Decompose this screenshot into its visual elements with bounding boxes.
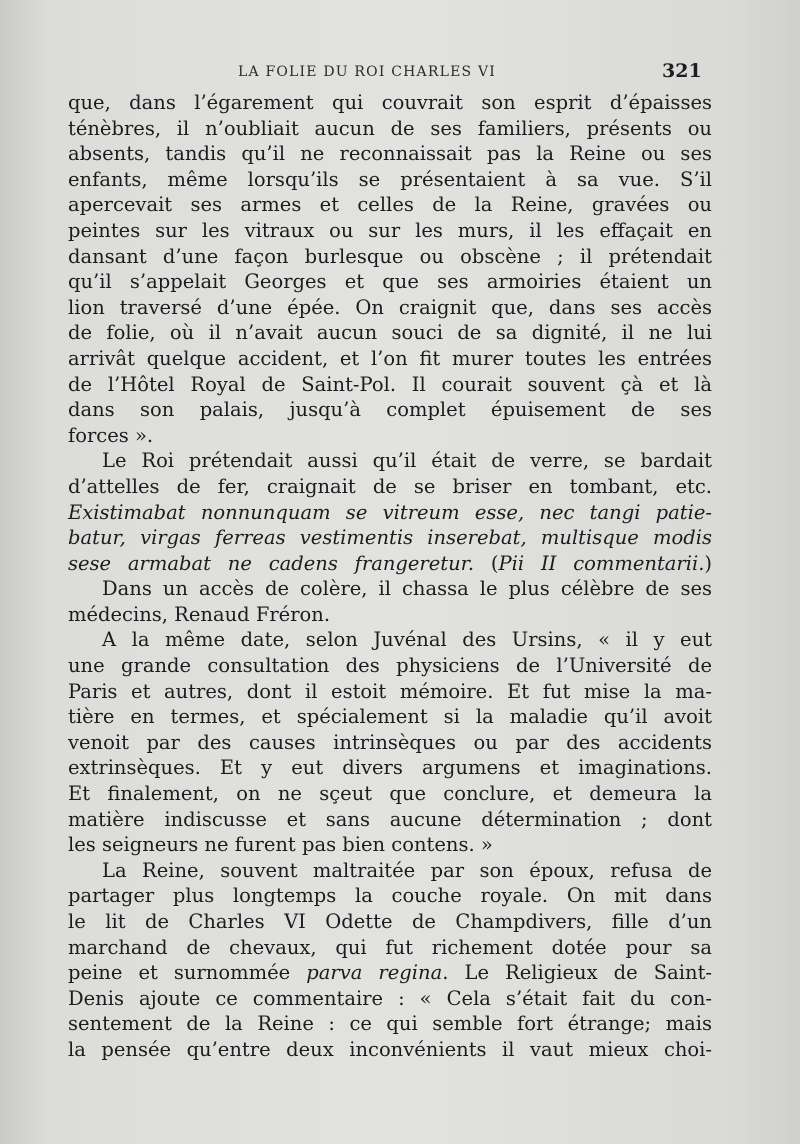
paragraph-4 xyxy=(68,627,712,857)
running-header xyxy=(0,60,800,86)
paren-open: ( xyxy=(474,551,499,575)
latin-source: Pii II commentarii. xyxy=(498,551,705,575)
paragraph-1 xyxy=(68,90,712,448)
text-line: peintes sur les vitraux ou sur les murs, il les effaçait en xyxy=(68,218,712,242)
latin-quote-line xyxy=(68,525,712,551)
latin-quote-line xyxy=(68,500,712,526)
text-segment: . Le Religieux de Saint- xyxy=(442,961,712,985)
text-line: le lit de Charles VI Odette de Champdivers, fille d’un xyxy=(68,910,712,933)
latin-text: Existimabat nonnunquam se vitreum esse, nec tangi patie- xyxy=(68,500,712,524)
text-line: partager plus longtemps la couche royale. On mit dans xyxy=(68,884,712,908)
text-line-mixed xyxy=(68,960,712,986)
text-line: venoit par des causes intrinsèques ou par des accidents xyxy=(68,730,712,754)
text-line: ténèbres, il n’oubliait aucun de ses familiers, présents ou xyxy=(68,116,712,140)
italic-term: parva regina xyxy=(306,961,443,985)
text-line: de l’Hôtel Royal de Saint-Pol. Il courait souvent çà et là xyxy=(68,372,712,396)
text-line: matière indiscusse et sans aucune détermination ; dont xyxy=(68,807,712,831)
running-title: LA FOLIE DU ROI CHARLES VI xyxy=(238,64,496,80)
text-line: absents, tandis qu’il ne reconnaissait pas la Reine ou ses xyxy=(68,142,712,166)
latin-text: batur, virgas ferreas vestimentis inserebat, multisque modis xyxy=(68,526,712,550)
latin-text: sese armabat ne cadens frangeretur. xyxy=(68,551,475,575)
text-line: sentement de la Reine : ce qui semble fort étrange; mais xyxy=(68,1012,712,1036)
paragraph-5 xyxy=(68,858,712,1063)
text-line: dansant d’une façon burlesque ou obscène ; il prétendait xyxy=(68,244,712,268)
text-line: de folie, où il n’avait aucun souci de sa dignité, il ne lui xyxy=(68,321,712,345)
paren-close: ) xyxy=(704,551,713,575)
text-line: les seigneurs ne furent pas bien contens. » xyxy=(68,833,493,857)
page-number: 321 xyxy=(662,60,702,82)
text-line: qu’il s’appelait Georges et que ses armoiries étaient un xyxy=(68,270,712,294)
text-line: Denis ajoute ce commentaire : « Cela s’était fait du con- xyxy=(68,986,712,1010)
body-text xyxy=(68,90,712,1063)
text-line: d’attelles de fer, craignait de se briser en tombant, etc. xyxy=(68,474,712,498)
text-line: une grande consultation des physiciens de l’Université de xyxy=(68,654,712,678)
text-line: Dans un accès de colère, il chassa le plus célèbre de ses xyxy=(102,577,712,601)
paragraph-2 xyxy=(68,448,712,576)
text-line: forces ». xyxy=(68,423,154,447)
text-line: Et finalement, on ne sçeut que conclure, et demeura la xyxy=(68,782,712,806)
text-line: dans son palais, jusqu’à complet épuisement de ses xyxy=(68,398,712,422)
text-line: extrinsèques. Et y eut divers argumens et imaginations. xyxy=(68,756,712,780)
text-segment: peine et surnommée xyxy=(68,961,307,985)
latin-quote-line xyxy=(68,551,712,577)
text-line: La Reine, souvent maltraitée par son époux, refusa de xyxy=(102,858,712,882)
text-line: la pensée qu’entre deux inconvénients il vaut mieux choi- xyxy=(68,1037,712,1061)
text-line: Paris et autres, dont il estoit mémoire. Et fut mise la ma- xyxy=(68,679,712,703)
text-line: enfants, même lorsqu’ils se présentaient à sa vue. S’il xyxy=(68,167,712,191)
text-line: Le Roi prétendait aussi qu’il était de verre, se bardait xyxy=(102,449,712,473)
text-line: tière en termes, et spécialement si la maladie qu’il avoit xyxy=(68,705,712,729)
text-line: que, dans l’égarement qui couvrait son esprit d’épaisses xyxy=(68,91,712,114)
text-line: lion traversé d’une épée. On craignit que, dans ses accès xyxy=(68,295,712,319)
text-line: A la même date, selon Juvénal des Ursins, « il y eut xyxy=(102,628,712,652)
text-line: arrivât quelque accident, et l’on fit murer toutes les entrées xyxy=(68,346,712,370)
paragraph-3 xyxy=(68,576,712,627)
text-line: marchand de chevaux, qui fut richement dotée pour sa xyxy=(68,935,712,959)
text-line: médecins, Renaud Fréron. xyxy=(68,602,331,626)
text-line: apercevait ses armes et celles de la Reine, gravées ou xyxy=(68,193,712,217)
